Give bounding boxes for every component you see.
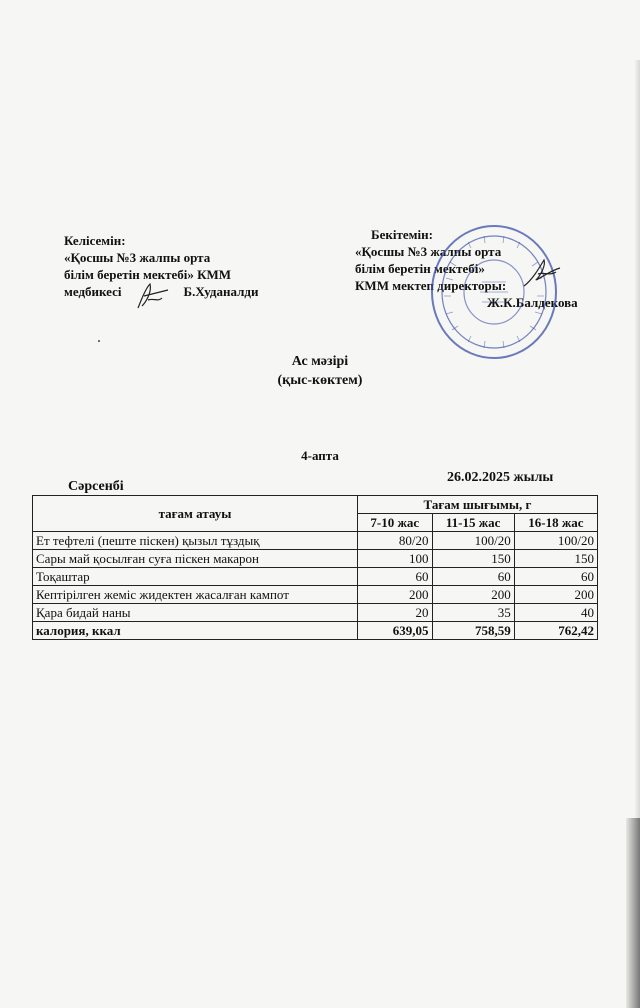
calorie-value: 639,05 [358, 622, 433, 640]
menu-title: Ас мәзірі [291, 354, 349, 369]
table-row [33, 586, 598, 604]
portion-value: 100/20 [514, 532, 597, 550]
agreement-role: медбикесі [64, 284, 122, 299]
portion-value: 150 [514, 550, 597, 568]
week-label: 4-апта [301, 448, 339, 463]
portion-value: 100/20 [432, 532, 514, 550]
director-signature [520, 256, 564, 290]
table-row [33, 550, 598, 568]
dish-name: Қара бидай наны [33, 604, 358, 622]
menu-subtitle: (қыс-көктем) [277, 373, 363, 388]
approval-line1: «Қосшы №3 жалпы орта [355, 244, 502, 259]
date-label: 26.02.2025 жылы [447, 470, 554, 485]
portion-value: 200 [358, 586, 433, 604]
portion-value: 60 [358, 568, 433, 586]
table-row [33, 532, 598, 550]
scan-speck [98, 340, 100, 342]
header-dish-name: тағам атауы [33, 496, 358, 532]
portion-value: 40 [514, 604, 597, 622]
agreement-line2: білім беретін мектебі» КММ [64, 267, 232, 282]
agreement-name: Б.Худаналди [183, 284, 259, 299]
day-label: Сәрсенбі [68, 479, 124, 494]
approval-name: Ж.К.Балдекова [487, 295, 578, 310]
header-age-3: 16-18 жас [514, 514, 597, 532]
agreement-line1: «Қосшы №3 жалпы орта [64, 250, 211, 265]
calorie-value: 758,59 [432, 622, 514, 640]
portion-value: 100 [358, 550, 433, 568]
agreement-heading: Келісемін: [64, 233, 126, 248]
calorie-value: 762,42 [514, 622, 597, 640]
calorie-total-row [33, 622, 598, 640]
dish-name: Ет тефтелі (пеште піскен) қызыл тұздық [33, 532, 358, 550]
portion-value: 150 [432, 550, 514, 568]
portion-value: 60 [432, 568, 514, 586]
approval-line3: КММ мектеп директоры: [355, 278, 507, 293]
scan-shadow [626, 818, 640, 1008]
dish-name: Тоқаштар [33, 568, 358, 586]
header-age-1: 7-10 жас [358, 514, 433, 532]
dish-name: Кептірілген жеміс жидектен жасалған кампот [33, 586, 358, 604]
table-row [33, 604, 598, 622]
portion-value: 200 [514, 586, 597, 604]
portion-value: 35 [432, 604, 514, 622]
nurse-signature [132, 280, 172, 310]
calorie-label: калория, ккал [33, 622, 358, 640]
portion-value: 60 [514, 568, 597, 586]
approval-heading: Бекітемін: [371, 227, 433, 242]
menu-table [32, 495, 598, 640]
approval-line2: білім беретін мектебі» [355, 261, 485, 276]
table-header-row [33, 496, 598, 514]
table-row [33, 568, 598, 586]
portion-value: 80/20 [358, 532, 433, 550]
dish-name: Сары май қосылған суға піскен макарон [33, 550, 358, 568]
school-seal-stamp [428, 222, 560, 362]
portion-value: 200 [432, 586, 514, 604]
paper-edge [634, 60, 640, 820]
header-portion-group: Тағам шығымы, г [358, 496, 598, 514]
header-age-2: 11-15 жас [432, 514, 514, 532]
portion-value: 20 [358, 604, 433, 622]
